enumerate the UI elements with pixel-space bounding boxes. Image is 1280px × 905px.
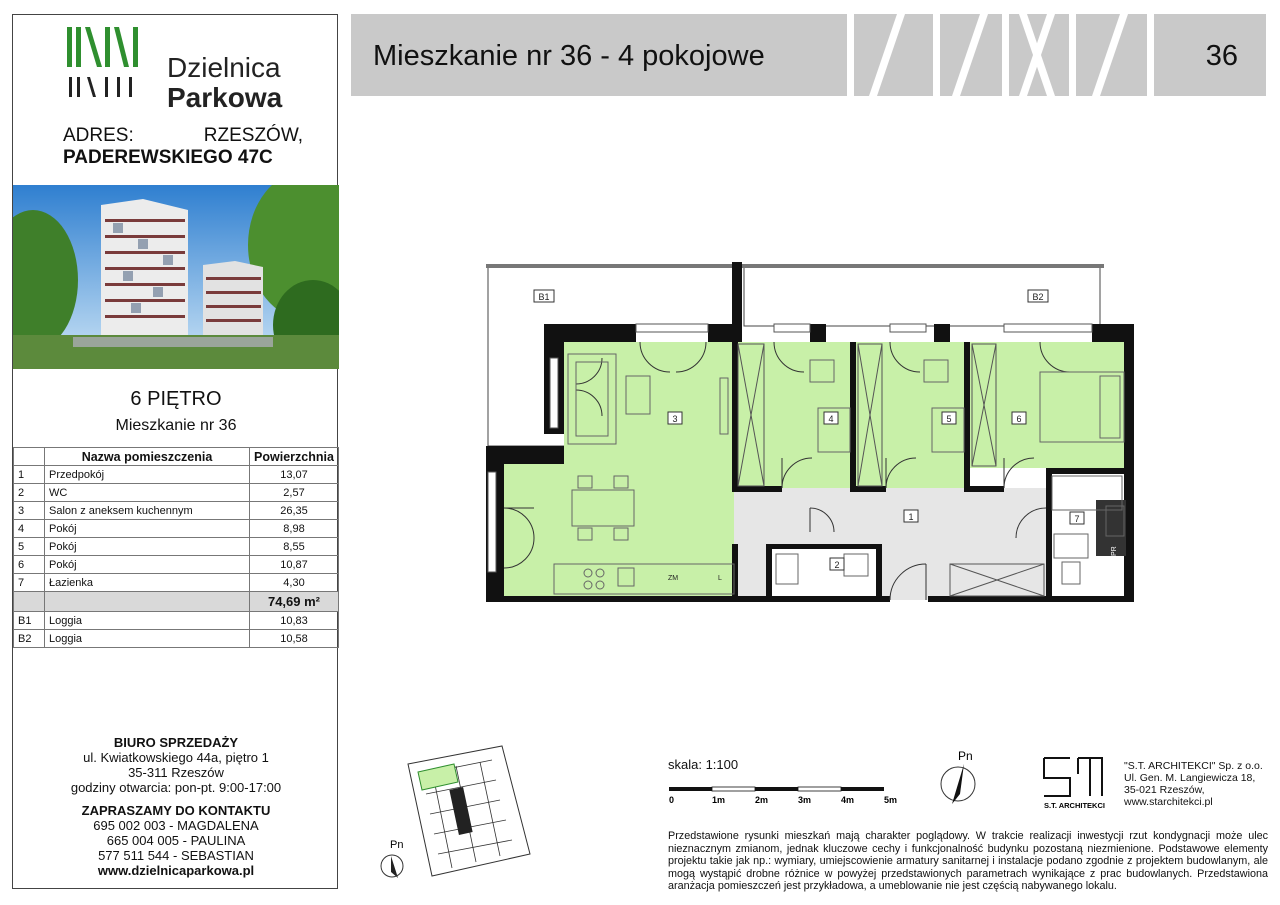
table-cell-no: 7 [14,574,45,592]
table-cell-no: 5 [14,538,45,556]
brand-name-line1: Dzielnica [167,52,281,83]
brand-name-line2: Parkowa [167,82,283,113]
table-cell-name: Pokój [45,556,250,574]
north-label: Pn [958,749,973,763]
contact-phone-3[interactable]: 577 511 544 - SEBASTIAN [98,848,254,863]
label-room-6: 6 [1016,414,1022,424]
table-cell-name: Łazienka [45,574,250,592]
sales-address-line1: ul. Kwiatkowskiego 44a, piętro 1 [83,750,269,765]
table-cell-area: 2,57 [250,484,339,502]
table-cell-name: Przedpokój [45,466,250,484]
table-cell-no: 6 [14,556,45,574]
scale-bar [668,786,900,806]
sales-address-line2: 35-311 Rzeszów [128,765,224,780]
table-row [14,574,339,592]
table-cell-area: 26,35 [250,502,339,520]
label-b2: B2 [1032,292,1044,302]
table-header-name: Nazwa pomieszczenia [45,448,250,466]
address-street: PADEREWSKIEGO 47C [63,147,273,168]
table-cell-empty [45,592,250,612]
scale-tick-label: 0 [669,795,675,805]
brand-logo-mark [67,27,147,99]
label-b1: B1 [538,292,550,302]
table-row [14,520,339,538]
table-header-area: Powierzchnia [250,448,339,466]
building-key-plan [372,744,532,884]
architect-website-link[interactable]: www.starchitekci.pl [1124,796,1213,808]
table-cell-name: Pokój [45,538,250,556]
contact-phone-2[interactable]: 665 004 005 - PAULINA [106,833,246,848]
sales-website-link[interactable]: www.dzielnicaparkowa.pl [97,863,255,878]
brand-logo [27,25,327,113]
rooms-table-body [14,466,339,648]
table-row [14,538,339,556]
address-label: ADRES: [63,125,134,146]
label-room-4: 4 [828,414,834,424]
label-pr: PR [1111,546,1118,556]
total-area: 74,69 m² [250,592,339,612]
disclaimer-note: Przedstawione rysunki mieszkań mają charakter poglądowy. W trakcie realizacji inwestycji rzut kondygnacji może ulec nieznacznym zmianom, jednak kluczowe cechy i funkcjonalność budynku pozostaną niezmienione. Podstawowe elementy projektu takie jak np.: wymiary, umiejscowienie armatury sanitarnej i instalacje podano zgodnie z projektem budowlanym, ale mogą wystąpić drobne różnice w powyżej przedstawionych parametrach wynikające z prac budowlanych. Przedstawiona aranżacja pomieszczeń jest przykładowa, a umeblowanie nie jest częścią nabywanego lokalu. [668,830,1268,892]
label-room-3: 3 [672,414,678,424]
table-cell-area: 8,55 [250,538,339,556]
floor-plan [480,258,1140,608]
info-panel [12,14,338,889]
table-cell-name: Loggia [45,612,250,630]
scale-tick-label: 4m [841,795,855,805]
label-room-7: 7 [1074,514,1080,524]
table-row [14,466,339,484]
label-room-1: 1 [908,512,914,522]
label-room-2: 2 [834,560,840,570]
table-cell-name: Pokój [45,520,250,538]
sales-hours: godziny otwarcia: pon-pt. 9:00-17:00 [70,780,282,795]
table-cell-area: 13,07 [250,466,339,484]
table-cell-no: 4 [14,520,45,538]
table-cell-area: 10,87 [250,556,339,574]
building-render-photo [13,185,339,369]
architect-logo [1040,754,1120,812]
page-title: Mieszkanie nr 36 - 4 pokojowe [373,40,765,72]
architect-logo-caption: S.T. ARCHITEKCI [1044,801,1105,810]
table-cell-area: 8,98 [250,520,339,538]
table-cell-area: 4,30 [250,574,339,592]
scale-tick-label: 5m [884,795,898,805]
architect-city: 35-021 Rzeszów, [1124,784,1205,796]
keyplan-north-label: Pn [390,839,404,851]
floor-label: 6 PIĘTRO [130,388,222,410]
scale-tick-label: 2m [755,795,769,805]
contact-phone-1[interactable]: 695 002 003 - MAGDALENA [93,818,259,833]
sales-office [13,735,339,878]
table-row [14,630,339,648]
table-cell-no: 3 [14,502,45,520]
table-row [14,484,339,502]
sales-title: BIURO SPRZEDAŻY [113,735,239,750]
page-header [351,14,1266,96]
table-header-no [14,448,45,466]
flat-number: 36 [1205,40,1238,72]
contact-title: ZAPRASZAMY DO KONTAKTU [81,803,271,818]
flat-name: Mieszkanie nr 36 [115,417,237,434]
table-header-row [14,448,339,466]
table-cell-empty [14,592,45,612]
address [63,125,303,169]
label-zm: ZM [668,575,679,582]
scale-tick-label: 1m [712,795,726,805]
table-cell-area: 10,58 [250,630,339,648]
architect-info [1124,760,1263,808]
table-total-row [14,592,339,612]
table-cell-no: 2 [14,484,45,502]
label-room-5: 5 [946,414,952,424]
brand-stripes-decoration [847,14,1157,96]
table-cell-no: B2 [14,630,45,648]
rooms-table [13,447,339,648]
table-cell-area: 10,83 [250,612,339,630]
architect-street: Ul. Gen. M. Langiewicza 18, [1124,772,1256,784]
table-cell-no: 1 [14,466,45,484]
table-row [14,556,339,574]
address-city: RZESZÓW, [203,125,303,146]
scale-tick-label: 3m [798,795,812,805]
scale-label: skala: 1:100 [668,757,739,772]
architect-name: "S.T. ARCHITEKCI" Sp. z o.o. [1124,760,1263,772]
table-cell-name: Salon z aneksem kuchennym [45,502,250,520]
table-row [14,612,339,630]
table-cell-name: WC [45,484,250,502]
label-l: L [718,575,722,582]
table-row [14,502,339,520]
north-arrow [938,748,986,808]
table-cell-name: Loggia [45,630,250,648]
table-cell-no: B1 [14,612,45,630]
